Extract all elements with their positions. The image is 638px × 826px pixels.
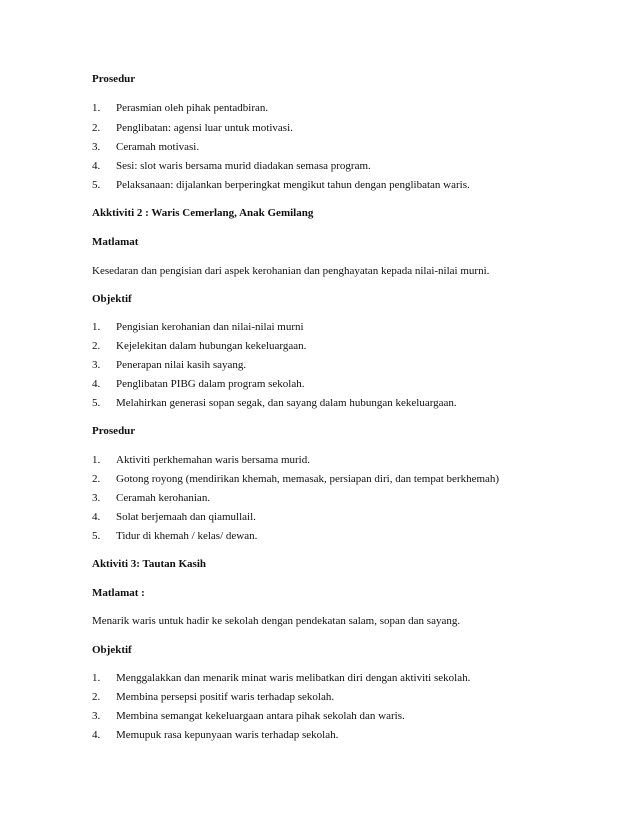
list-number: 2. [92,122,101,134]
list-text: Memupuk rasa kepunyaan waris terhadap sekolah. [116,729,339,741]
matlamat-heading: Matlamat : [92,587,145,599]
list-text: Solat berjemaah dan qiamullail. [116,511,256,523]
list-text: Ceramah kerohanian. [116,492,211,504]
matlamat-text: Menarik waris untuk hadir ke sekolah dengan pendekatan salam, sopan dan sayang. [92,615,461,627]
list-text: Gotong royong (mendirikan khemah, memasak, persiapan diri, dan tempat berkhemah) [116,473,500,485]
list-text: Membina persepsi positif waris terhadap sekolah. [116,691,335,703]
activity-3-title: Aktiviti 3: Tautan Kasih [92,558,207,570]
prosedur-heading: Prosedur [92,425,136,437]
list-number: 4. [92,729,101,741]
list-number: 3. [92,141,101,153]
list-number: 4. [92,511,101,523]
list-text: Membina semangat kekeluargaan antara pihak sekolah dan waris. [116,710,405,722]
list-number: 5. [92,530,101,542]
activity-2-title: Akktiviti 2 : Waris Cemerlang, Anak Gemilang [92,207,314,219]
list-number: 4. [92,378,101,390]
list-number: 1. [92,672,101,684]
list-text: Ceramah motivasi. [116,141,200,153]
list-text: Perasmian oleh pihak pentadbiran. [116,102,269,114]
list-text: Tidur di khemah / kelas/ dewan. [116,530,258,542]
list-text: Penglibatan: agensi luar untuk motivasi. [116,122,293,134]
list-text: Kejelekitan dalam hubungan kekeluargaan. [116,340,307,352]
list-number: 5. [92,397,101,409]
list-text: Aktiviti perkhemahan waris bersama murid. [116,454,310,466]
list-text: Menggalakkan dan menarik minat waris melibatkan diri dengan aktiviti sekolah. [116,672,471,684]
list-number: 4. [92,160,101,172]
list-number: 1. [92,102,101,114]
matlamat-heading: Matlamat [92,236,139,248]
objektif-heading: Objektif [92,293,132,305]
list-number: 3. [92,492,101,504]
list-number: 2. [92,691,101,703]
matlamat-text: Kesedaran dan pengisian dari aspek kerohanian dan penghayatan kepada nilai-nilai murni. [92,265,490,277]
list-number: 1. [92,454,101,466]
prosedur-heading: Prosedur [92,73,136,85]
list-text: Penerapan nilai kasih sayang. [116,359,247,371]
list-number: 3. [92,359,101,371]
list-text: Penglibatan PIBG dalam program sekolah. [116,378,305,390]
list-text: Sesi: slot waris bersama murid diadakan semasa program. [116,160,371,172]
objektif-heading: Objektif [92,644,132,656]
list-text: Pengisian kerohanian dan nilai-nilai murni [116,321,304,333]
list-number: 1. [92,321,101,333]
list-number: 3. [92,710,101,722]
list-text: Pelaksanaan: dijalankan berperingkat mengikut tahun dengan penglibatan waris. [116,179,470,191]
list-number: 2. [92,473,101,485]
list-number: 5. [92,179,101,191]
list-number: 2. [92,340,101,352]
list-text: Melahirkan generasi sopan segak, dan sayang dalam hubungan kekeluargaan. [116,397,457,409]
